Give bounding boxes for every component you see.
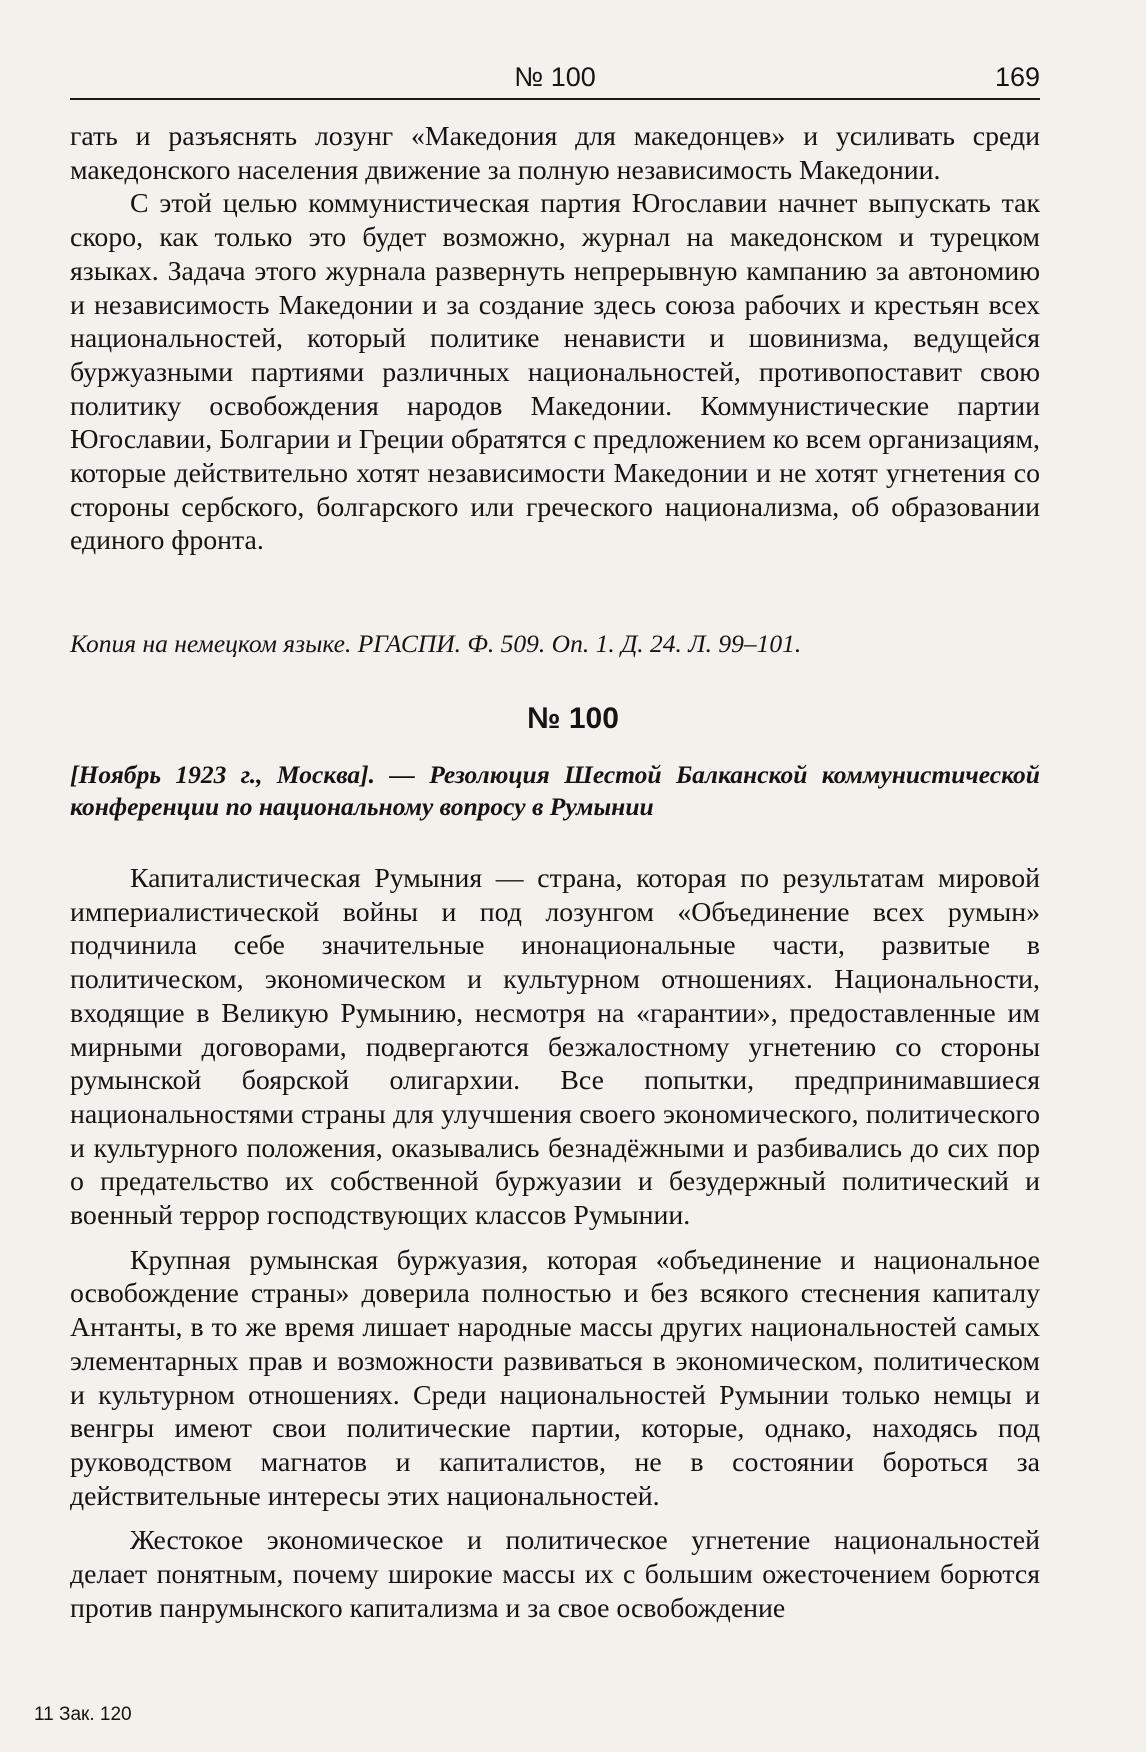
document-title: № 100	[527, 702, 619, 735]
paragraph: Капиталистическая Румыния — страна, которая по результатам мировой империалистической войны и под лозунгом «Объединение всех румын» подчинила себе значительные инонациональные части, развитые в политическом, экономическом и культурном отношениях. Национальности, входящие в Великую Румынию, несмотря на «гарантии», предоставленные им мирными договорами, подвергаются безжалостному угнетению со стороны румынской боярской олигархии. Все попытки, предпринимавшиеся национальностями страны для улучшения своего экономического, политического и культурного положения, оказывались безнадёжными и разбивались до сих пор о предательство их собственной буржуазии и безудержный политический и военный террор господствующих классов Румынии.	[70, 863, 1040, 1232]
document-headnote: [Ноябрь 1923 г., Москва]. — Резолюция Шестой Балканской коммунистической конференции по национальному вопросу в Румынии	[70, 760, 1040, 821]
header-rule	[70, 98, 1040, 100]
header-document-number: № 100	[514, 62, 596, 92]
document-body	[70, 862, 1040, 1625]
running-header	[70, 56, 1040, 96]
paragraph: Жестокое экономическое и политическое угнетение национальностей делает понятным, почему широкие массы их с большим ожесточением борются против панрумынского капитализма и за свое освобождение	[70, 1525, 1040, 1624]
archive-source-note: Копия на немецком языке. РГАСПИ. Ф. 509. Оп. 1. Д. 24. Л. 99–101.	[70, 629, 802, 658]
previous-document-text	[70, 120, 1040, 558]
printer-signature: 11 Зак. 120	[34, 1704, 132, 1725]
paragraph: гать и разъяснять лозунг «Македония для македонцев» и усиливать среди македонского населения движение за полную независимость Македонии.	[70, 121, 1040, 186]
paragraph: Крупная румынская буржуазия, которая «объединение и национальное освобождение страны» доверила полностью и без всякого стеснения капиталу Антанты, в то же время лишает народные массы других национальностей самых элементарных прав и возможности развиваться в экономическом, политическом и культурном отношениях. Среди национальностей Румынии только немцы и венгры имеют свои политические партии, которые, однако, находясь под руководством магнатов и капиталистов, не в состоянии бороться за действительные интересы этих национальностей.	[70, 1244, 1040, 1512]
paragraph: С этой целью коммунистическая партия Югославии начнет выпускать так скоро, как только это будет возможно, журнал на македонском и турецком языках. Задача этого журнала развернуть непрерывную кампанию за автономию и независимость Македонии и за создание здесь союза рабочих и крестьян всех национальностей, который политике ненависти и шовинизма, ведущейся буржуазными партиями различных национальностей, противопоставит свою политику освобождения народов Македонии. Коммунистические партии Югославии, Болгарии и Греции обратятся с предложением ко всем организациям, которые действительно хотят независимости Македонии и не хотят угнетения со стороны сербского, болгарского или греческого национализма, об образовании единого фронта.	[70, 188, 1040, 557]
page-number: 169	[994, 62, 1040, 92]
